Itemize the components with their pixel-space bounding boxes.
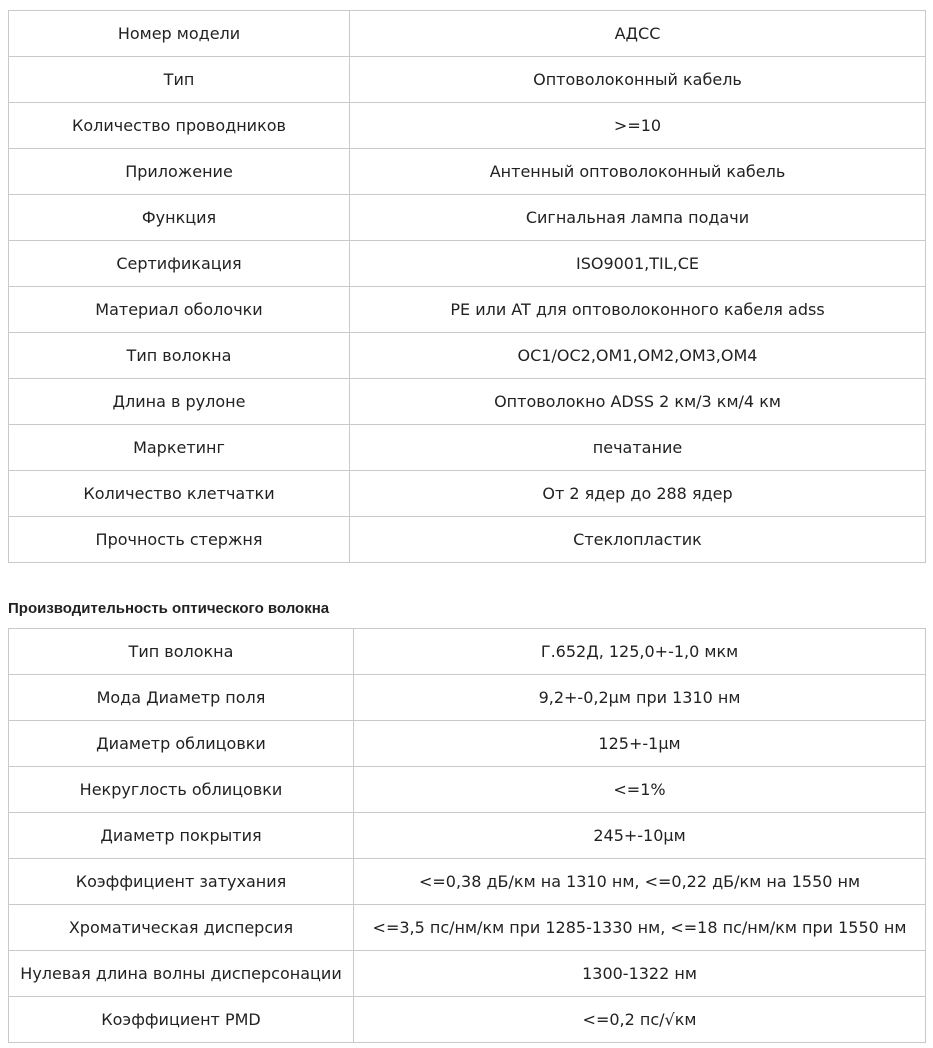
table-row <box>9 103 926 149</box>
table-row <box>9 11 926 57</box>
spec-label: Приложение <box>9 149 350 195</box>
optical-specs-table <box>8 628 926 1043</box>
table-row <box>9 333 926 379</box>
spec-value: 1300-1322 нм <box>354 951 926 997</box>
spec-label: Нулевая длина волны дисперсонации <box>9 951 354 997</box>
spec-label: Материал оболочки <box>9 287 350 333</box>
table-row <box>9 951 926 997</box>
spec-label: Тип волокна <box>9 333 350 379</box>
general-specs-table <box>8 10 926 563</box>
spec-value: OC1/OC2,OM1,OM2,OM3,OM4 <box>350 333 926 379</box>
spec-value: Оптоволоконный кабель <box>350 57 926 103</box>
table-row <box>9 997 926 1043</box>
spec-value: 125+-1μм <box>354 721 926 767</box>
section-heading: Производительность оптического волокна <box>8 600 330 617</box>
table-row <box>9 57 926 103</box>
spec-label: Номер модели <box>9 11 350 57</box>
spec-label: Количество клетчатки <box>9 471 350 517</box>
spec-label: Диаметр покрытия <box>9 813 354 859</box>
spec-value: Сигнальная лампа подачи <box>350 195 926 241</box>
spec-label: Коэффициент затухания <box>9 859 354 905</box>
optical-specs-body <box>9 629 926 1043</box>
spec-value: PE или AT для оптоволоконного кабеля adss <box>350 287 926 333</box>
spec-value: печатание <box>350 425 926 471</box>
spec-value: Оптоволокно ADSS 2 км/3 км/4 км <box>350 379 926 425</box>
spec-label: Диаметр облицовки <box>9 721 354 767</box>
spec-label: Некруглость облицовки <box>9 767 354 813</box>
spec-label: Тип волокна <box>9 629 354 675</box>
table-row <box>9 517 926 563</box>
spec-value: <=3,5 пс/нм/км при 1285-1330 нм, <=18 пс/нм/км при 1550 нм <box>354 905 926 951</box>
spec-value: Г.652Д, 125,0+-1,0 мкм <box>354 629 926 675</box>
table-row <box>9 721 926 767</box>
table-row <box>9 195 926 241</box>
table-row <box>9 471 926 517</box>
spec-label: Тип <box>9 57 350 103</box>
spec-label: Функция <box>9 195 350 241</box>
spec-label: Мода Диаметр поля <box>9 675 354 721</box>
spec-value: <=0,2 пс/√км <box>354 997 926 1043</box>
spec-label: Хроматическая дисперсия <box>9 905 354 951</box>
table-row <box>9 629 926 675</box>
table-row <box>9 675 926 721</box>
spec-value: Стеклопластик <box>350 517 926 563</box>
spec-value: От 2 ядер до 288 ядер <box>350 471 926 517</box>
table-row <box>9 767 926 813</box>
table-row <box>9 149 926 195</box>
table-row <box>9 813 926 859</box>
spec-value: <=1% <box>354 767 926 813</box>
spec-value: 9,2+-0,2μм при 1310 нм <box>354 675 926 721</box>
spec-label: Количество проводников <box>9 103 350 149</box>
spec-label: Прочность стержня <box>9 517 350 563</box>
general-specs-body <box>9 11 926 563</box>
table-row <box>9 859 926 905</box>
spec-label: Длина в рулоне <box>9 379 350 425</box>
spec-value: 245+-10μм <box>354 813 926 859</box>
table-row <box>9 241 926 287</box>
spec-value: Антенный оптоволоконный кабель <box>350 149 926 195</box>
spec-value: АДСС <box>350 11 926 57</box>
spec-value: >=10 <box>350 103 926 149</box>
table-row <box>9 425 926 471</box>
table-row <box>9 379 926 425</box>
table-row <box>9 905 926 951</box>
spec-label: Сертификация <box>9 241 350 287</box>
spec-label: Коэффициент PMD <box>9 997 354 1043</box>
spec-label: Маркетинг <box>9 425 350 471</box>
spec-value: <=0,38 дБ/км на 1310 нм, <=0,22 дБ/км на 1550 нм <box>354 859 926 905</box>
table-row <box>9 287 926 333</box>
spec-value: ISO9001,TIL,CE <box>350 241 926 287</box>
